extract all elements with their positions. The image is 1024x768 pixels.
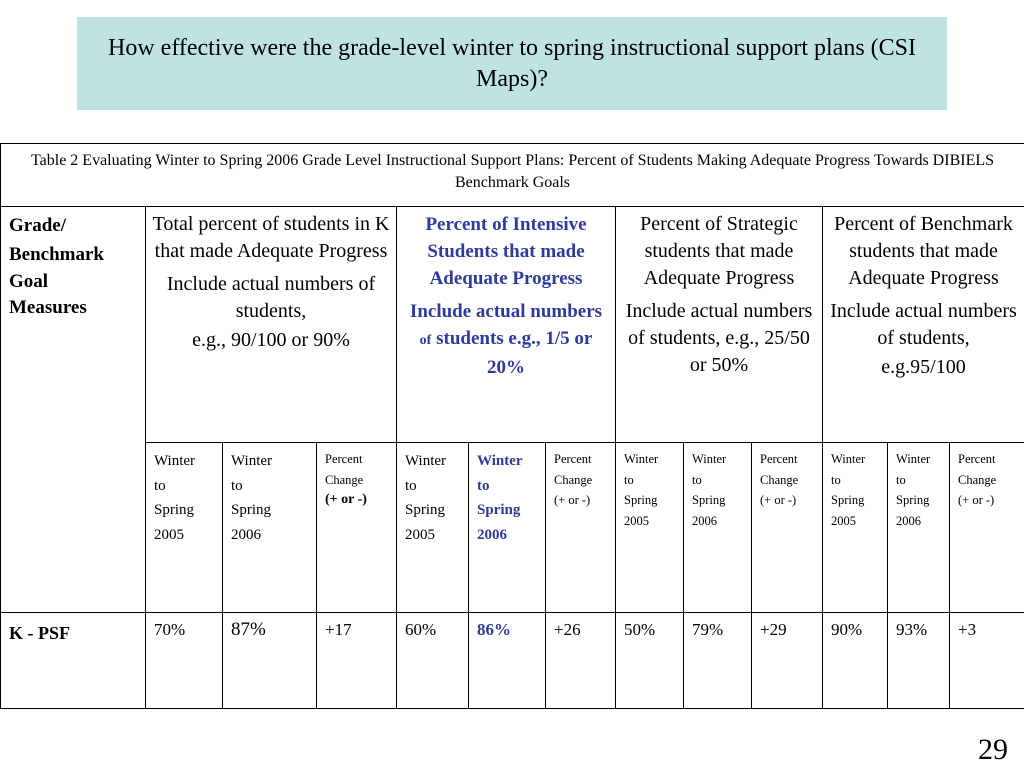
sub-word: Change xyxy=(325,472,364,487)
sub-word: Winter xyxy=(154,453,196,469)
sub-word: to xyxy=(896,472,906,487)
group-benchmark-title: Percent of Benchmark students that made Adequate Progress xyxy=(834,213,1013,289)
sub-word: (+ or -) xyxy=(554,493,591,507)
sub-word: Spring xyxy=(477,502,521,518)
group-header-strategic xyxy=(616,207,823,443)
subheader-2005 xyxy=(397,443,469,613)
sub-word: to xyxy=(231,477,243,494)
subheader-2006 xyxy=(888,443,950,613)
sub-word: Winter xyxy=(477,453,523,469)
page-number: 29 xyxy=(978,733,1008,766)
cell-benchmark-change: +3 xyxy=(950,613,1024,709)
cell-intensive-2006: 86% xyxy=(469,613,546,709)
grade-header-line: Measures xyxy=(9,297,87,318)
sub-word: Spring xyxy=(154,502,195,518)
sub-word: to xyxy=(405,477,417,494)
sub-word: Percent xyxy=(760,452,798,466)
sub-word: Percent xyxy=(958,452,996,466)
sub-word: Change xyxy=(760,472,799,487)
cell-benchmark-2005: 90% xyxy=(823,613,888,709)
row-label: K - PSF xyxy=(1,613,146,709)
sub-word: (+ or -) xyxy=(760,493,797,507)
group-header-total xyxy=(146,207,397,443)
sub-word: 2005 xyxy=(154,526,184,543)
subheader-percent-change xyxy=(950,443,1024,613)
group-benchmark-note: Include actual numbers of students, xyxy=(830,300,1017,349)
grade-header xyxy=(1,207,146,613)
sub-word: 2005 xyxy=(405,526,435,543)
cell-benchmark-2006: 93% xyxy=(888,613,950,709)
sub-word: to xyxy=(477,477,490,494)
sub-word: to xyxy=(831,472,841,487)
sub-word: 2005 xyxy=(831,513,856,528)
group-header-intensive xyxy=(397,207,616,443)
sub-word: (+ or -) xyxy=(958,493,995,507)
sub-word: 2006 xyxy=(231,526,261,543)
sub-word: to xyxy=(692,472,702,487)
sub-word: Spring xyxy=(831,493,865,507)
cell-strategic-2006: 79% xyxy=(684,613,752,709)
sub-word: Change xyxy=(554,472,593,487)
table-caption: Table 2 Evaluating Winter to Spring 2006 Grade Level Instructional Support Plans: Percent of Students Making Adequate Progress Towards DIBIELS Benchmark Goals xyxy=(1,144,1024,207)
sub-word: Winter xyxy=(831,452,866,466)
grade-header-line: Benchmark xyxy=(9,244,104,265)
sub-word: Change xyxy=(958,472,997,487)
group-intensive-note xyxy=(403,298,609,381)
group-benchmark-example: e.g.95/100 xyxy=(881,356,966,378)
cell-intensive-change: +26 xyxy=(546,613,616,709)
sub-word: 2006 xyxy=(692,513,717,528)
cell-total-2006: 87% xyxy=(223,613,317,709)
group-total-example: e.g., 90/100 or 90% xyxy=(192,329,350,351)
sub-word: Winter xyxy=(692,452,727,466)
sub-word: Winter xyxy=(405,453,447,469)
sub-word: Percent xyxy=(325,452,363,466)
group-total-note: Include actual numbers of students, xyxy=(166,273,376,322)
cell-intensive-2005: 60% xyxy=(397,613,469,709)
grade-header-line: Grade/ xyxy=(9,215,66,236)
subheader-percent-change xyxy=(752,443,823,613)
cell-total-2005: 70% xyxy=(146,613,223,709)
sub-word: Winter xyxy=(896,452,931,466)
sub-word: Percent xyxy=(554,452,592,466)
subheader-2005 xyxy=(823,443,888,613)
group-header-benchmark xyxy=(823,207,1024,443)
sub-word: Spring xyxy=(405,502,446,518)
cell-strategic-change: +29 xyxy=(752,613,823,709)
subheader-2006 xyxy=(223,443,317,613)
group-strategic-note: Include actual numbers of students, e.g., 25/50 or 50% xyxy=(625,300,813,376)
subheader-2005 xyxy=(146,443,223,613)
sub-word: Spring xyxy=(692,493,726,507)
group-total-title: Total percent of students in K that made Adequate Progress xyxy=(152,213,390,262)
cell-total-change: +17 xyxy=(317,613,397,709)
cell-strategic-2005: 50% xyxy=(616,613,684,709)
sub-word: Spring xyxy=(624,493,658,507)
subheader-2005 xyxy=(616,443,684,613)
results-table xyxy=(0,143,1024,709)
group-strategic-title: Percent of Strategic students that made Adequate Progress xyxy=(640,213,798,289)
sub-word: Winter xyxy=(624,452,659,466)
sub-word: Winter xyxy=(231,453,273,469)
group-intensive-note-a: Include actual numbers xyxy=(409,301,603,322)
sub-word: 2006 xyxy=(896,513,921,528)
subheader-2006 xyxy=(684,443,752,613)
sub-word: Spring xyxy=(896,493,930,507)
subheader-percent-change xyxy=(546,443,616,613)
slide-title: How effective were the grade-level winter to spring instructional support plans (CSI Maps)? xyxy=(77,17,947,110)
group-intensive-title: Percent of Intensive Students that made Adequate Progress xyxy=(425,214,587,289)
sub-word: 2006 xyxy=(477,526,507,543)
sub-word: (+ or -) xyxy=(325,492,367,507)
sub-word: 2005 xyxy=(624,513,649,528)
sub-word: to xyxy=(624,472,634,487)
subheader-percent-change xyxy=(317,443,397,613)
subheader-2006 xyxy=(469,443,546,613)
grade-header-line: Goal xyxy=(9,271,49,292)
group-intensive-note-b: students e.g., 1/5 or 20% xyxy=(436,328,593,378)
sub-word: to xyxy=(154,477,166,494)
sub-word: Spring xyxy=(231,502,272,518)
group-intensive-note-of: of xyxy=(419,333,432,348)
